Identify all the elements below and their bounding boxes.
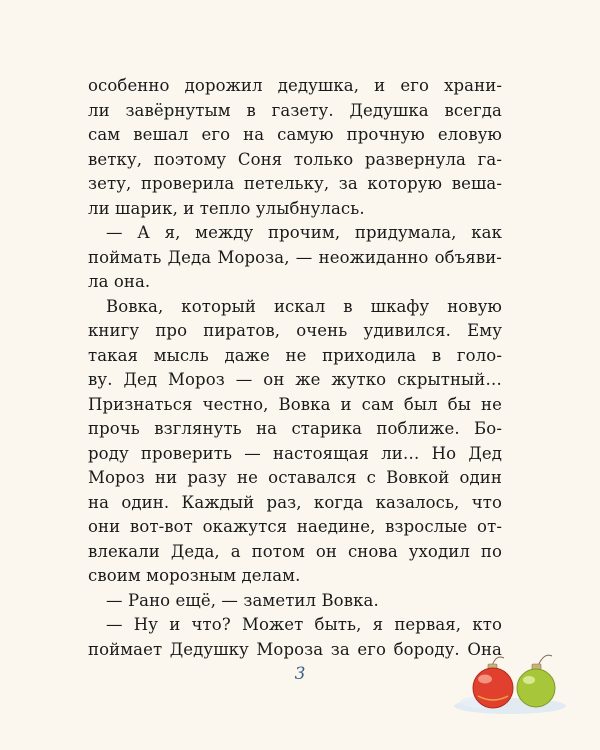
page-number: 3 bbox=[294, 664, 306, 684]
green-ornament-icon bbox=[517, 664, 555, 707]
paragraph bbox=[88, 221, 502, 295]
page-text bbox=[88, 74, 502, 662]
text-line: ли завёрнутым в газету. Дедушка всегда bbox=[88, 100, 502, 120]
paragraph bbox=[88, 295, 502, 589]
text-line: книгу про пиратов, очень удивился. Ему bbox=[88, 321, 502, 340]
paragraph bbox=[88, 589, 502, 614]
text-line: они вот-вот окажутся наедине, взрослые от- bbox=[88, 517, 502, 536]
text-line: такая мысль даже не приходила в голо- bbox=[88, 345, 502, 365]
text-line: ла она. bbox=[88, 272, 151, 291]
text-line: — Ну и что? Может быть, я первая, кто bbox=[106, 615, 502, 634]
paragraph bbox=[88, 613, 502, 662]
text-line: ву. Дед Мороз — он же жутко скрытный… bbox=[88, 370, 502, 389]
text-line: зету, проверила петельку, за которую веша- bbox=[88, 174, 502, 193]
text-line: — А я, между прочим, придумала, как bbox=[106, 223, 502, 242]
red-ornament-icon bbox=[473, 664, 513, 708]
text-line: прочь взглянуть на старика поближе. Бо- bbox=[88, 419, 502, 438]
text-line: — Рано ещё, — заметил Вовка. bbox=[106, 590, 379, 610]
text-line: своим морозным делам. bbox=[88, 566, 301, 585]
text-line: Мороз ни разу не оставался с Вовкой один bbox=[88, 468, 502, 487]
text-line: особенно дорожил дедушка, и его храни- bbox=[88, 76, 502, 95]
text-line: Признаться честно, Вовка и сам был бы не bbox=[88, 394, 502, 414]
text-line: ветку, поэтому Соня только развернула га- bbox=[88, 149, 502, 169]
text-line: поймать Деда Мороза, — неожиданно объяви- bbox=[88, 247, 502, 267]
text-line: на один. Каждый раз, когда казалось, что bbox=[88, 492, 502, 512]
text-line: влекали Деда, а потом он снова уходил по bbox=[88, 541, 502, 561]
text-line: поймает Дедушку Мороза за его бороду. Она bbox=[88, 639, 502, 659]
paragraph bbox=[88, 74, 502, 221]
text-line: сам вешал его на самую прочную еловую bbox=[88, 125, 502, 144]
text-line: роду проверить — настоящая ли… Но Дед bbox=[88, 443, 502, 463]
text-line: Вовка, который искал в шкафу новую bbox=[106, 296, 502, 316]
text-line: ли шарик, и тепло улыбнулась. bbox=[88, 198, 365, 218]
christmas-ornaments-illustration bbox=[452, 652, 572, 716]
